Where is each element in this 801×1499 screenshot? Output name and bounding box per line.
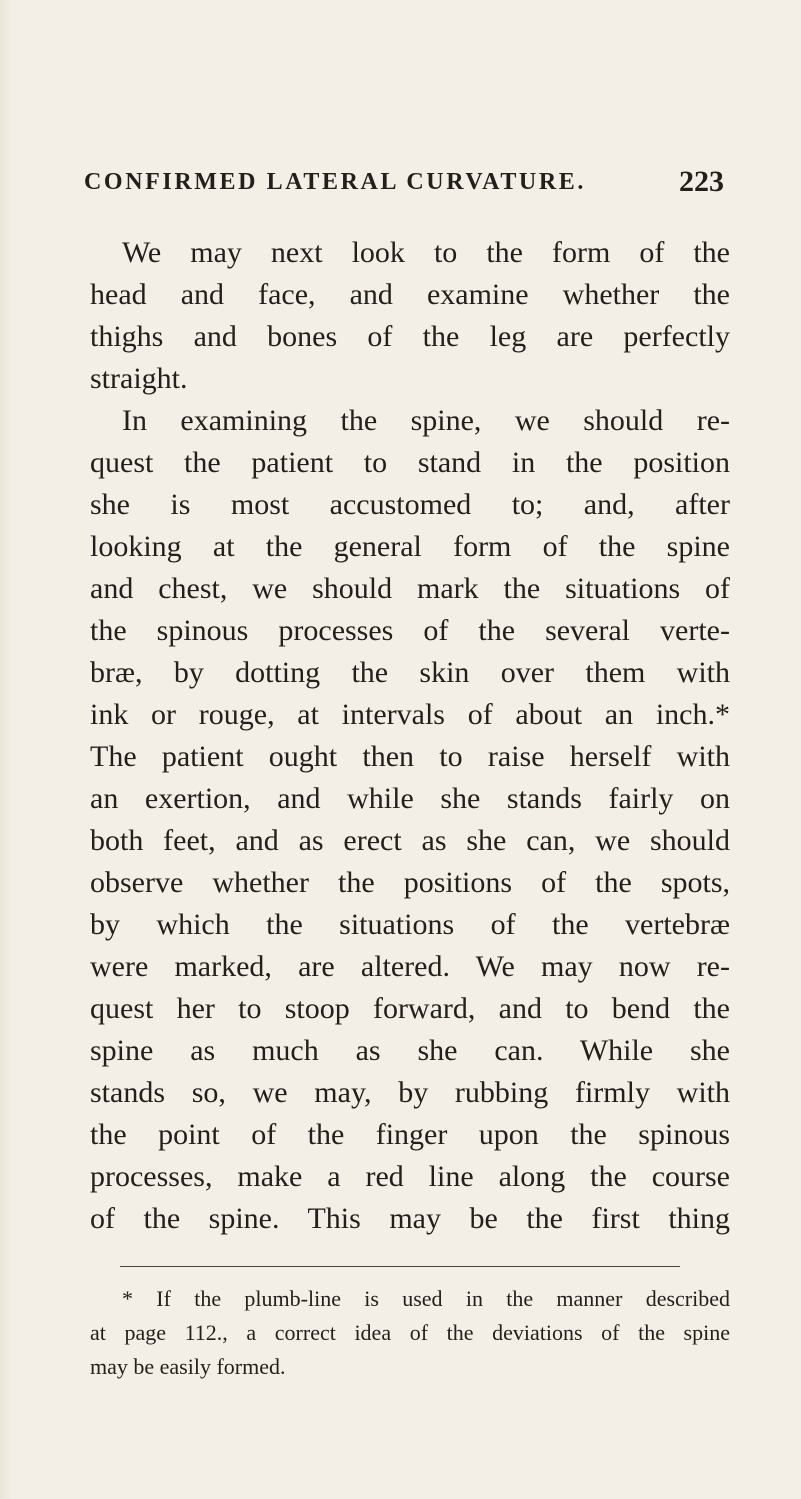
- text-line: processes, make a red line along the course: [90, 1160, 730, 1193]
- text-line: spine as much as she can. While she: [90, 1034, 730, 1067]
- text-line: looking at the general form of the spine: [90, 530, 730, 563]
- text-line: bræ, by dotting the skin over them with: [90, 656, 730, 689]
- text-line: both feet, and as erect as she can, we should: [90, 824, 730, 857]
- text-line: the spinous processes of the several verte-: [90, 614, 730, 647]
- text-line: she is most accustomed to; and, after: [90, 488, 730, 521]
- page-number: 223: [679, 165, 724, 198]
- text-line: observe whether the positions of the spots,: [90, 866, 730, 899]
- text-line: straight.: [90, 362, 188, 395]
- footnote-divider: [120, 1266, 680, 1267]
- text-line: quest her to stoop forward, and to bend the: [90, 992, 730, 1025]
- text-line: by which the situations of the vertebræ: [90, 908, 730, 941]
- text-line: We may next look to the form of the: [122, 236, 730, 269]
- text-line: of the spine. This may be the first thing: [90, 1202, 730, 1235]
- page-header: [84, 162, 724, 202]
- text-line: The patient ought then to raise herself with: [90, 740, 730, 773]
- running-title: CONFIRMED LATERAL CURVATURE.: [84, 169, 586, 195]
- text-line: and chest, we should mark the situations of: [90, 572, 730, 605]
- text-line: an exertion, and while she stands fairly on: [90, 782, 730, 815]
- footnote: [90, 1282, 730, 1384]
- text-line: ink or rouge, at intervals of about an inch.*: [90, 698, 730, 731]
- text-line: quest the patient to stand in the position: [90, 446, 730, 479]
- footnote-line: * If the plumb-line is used in the manner described: [122, 1286, 730, 1311]
- text-line: were marked, are altered. We may now re-: [90, 950, 730, 983]
- footnote-line: may be easily formed.: [90, 1354, 286, 1379]
- text-line: the point of the finger upon the spinous: [90, 1118, 730, 1151]
- footnote-line: at page 112., a correct idea of the deviations of the spine: [90, 1320, 730, 1345]
- body-text: [90, 232, 730, 1240]
- text-line: thighs and bones of the leg are perfectly: [90, 320, 730, 353]
- page-gutter-shadow: [0, 0, 12, 1499]
- text-line: stands so, we may, by rubbing firmly with: [90, 1076, 730, 1109]
- text-line: In examining the spine, we should re-: [122, 404, 730, 437]
- text-line: head and face, and examine whether the: [90, 278, 730, 311]
